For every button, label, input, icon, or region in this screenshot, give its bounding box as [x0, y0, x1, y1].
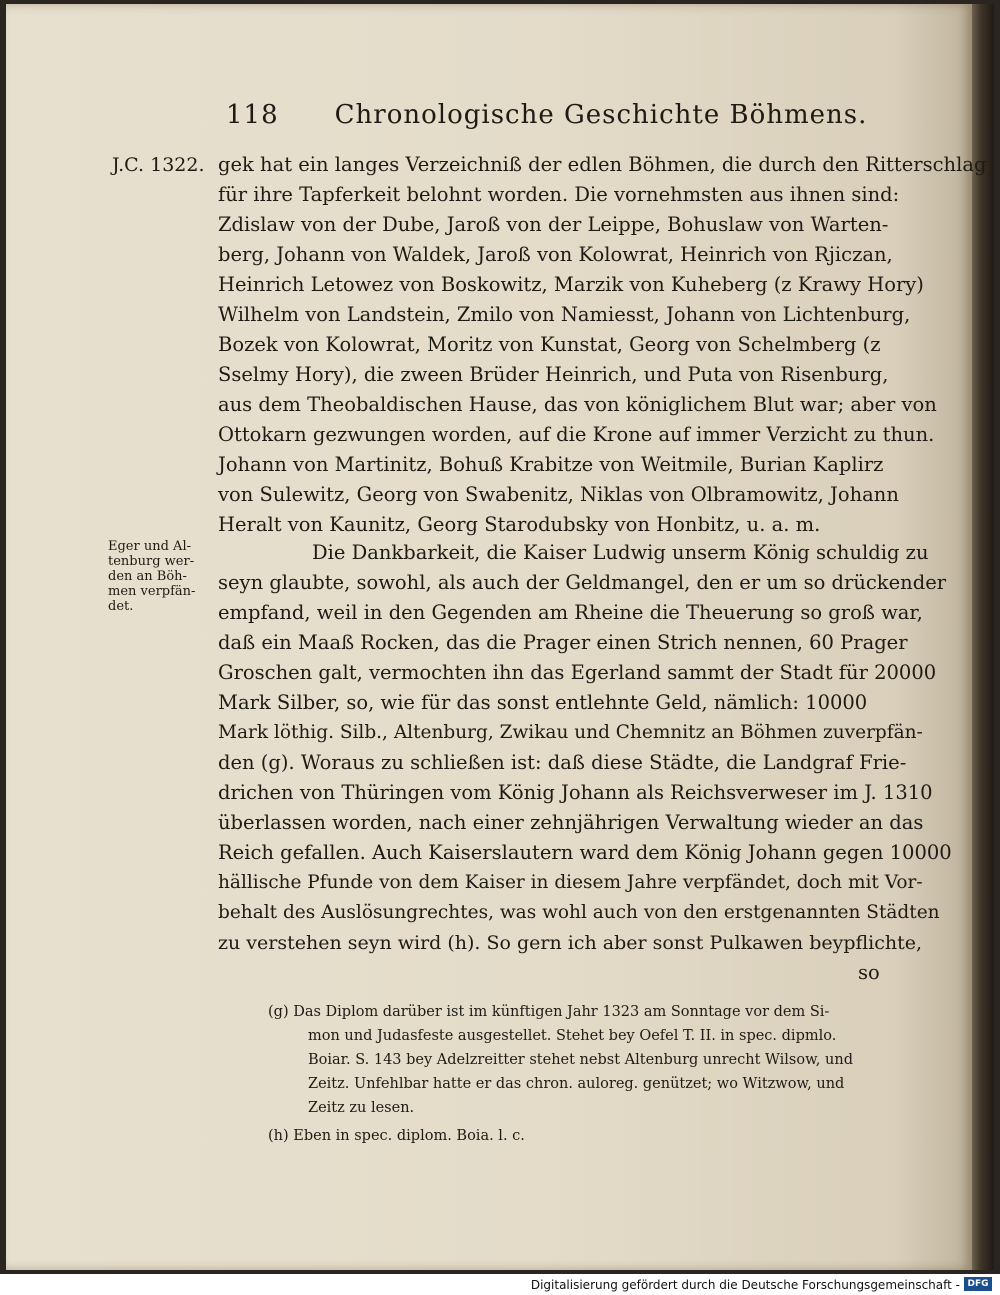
funding-credit: Digitalisierung gefördert durch die Deutsche Forschungsgemeinschaft - [530, 1278, 960, 1292]
marginal-note-line: men verpfän- [108, 584, 196, 599]
text-line: Ottokarn gezwungen worden, auf die Krone auf immer Verzicht zu thun. [218, 423, 935, 446]
marginal-note-line: den an Böh- [108, 569, 187, 584]
footnote-line: Zeitz zu lesen. [308, 1100, 415, 1116]
text-line: drichen von Thüringen vom König Johann als Reichsverweser im J. 1310 [218, 781, 933, 804]
marginal-note-line: det. [108, 599, 134, 614]
text-line: berg, Johann von Waldek, Jaroß von Kolowrat, Heinrich von Rjiczan, [218, 243, 893, 266]
text-line: Johann von Martinitz, Bohuß Krabitze von Weitmile, Burian Kaplirz [218, 453, 884, 476]
text-line: seyn glaubte, sowohl, als auch der Geldmangel, den er um so drückender [218, 571, 947, 594]
footnote-line: (g) Das Diplom darüber ist im künftigen Jahr 1323 am Sonntage vor dem Si- [268, 1004, 830, 1020]
footnote-line: (h) Eben in spec. diplom. Boia. l. c. [268, 1128, 525, 1144]
dfg-logo-icon: DFG [964, 1277, 992, 1291]
text-line: für ihre Tapferkeit belohnt worden. Die vornehmsten aus ihnen sind: [218, 183, 900, 206]
text-line: zu verstehen seyn wird (h). So gern ich aber sonst Pulkawen beypflichte, [218, 932, 923, 954]
page-header [226, 100, 867, 130]
marginal-note-line: tenburg wer- [108, 554, 195, 569]
text-line: von Sulewitz, Georg von Swabenitz, Niklas von Olbramowitz, Johann [218, 483, 899, 506]
text-line: Sselmy Hory), die zween Brüder Heinrich, und Puta von Risenburg, [218, 363, 889, 386]
footnote-line: Boiar. S. 143 bey Adelzreitter stehet nebst Altenburg unrecht Wilsow, und [308, 1052, 853, 1068]
text-line: Zdislaw von der Dube, Jaroß von der Leippe, Bohuslaw von Warten- [218, 213, 889, 236]
text-line: empfand, weil in den Gegenden am Rheine die Theuerung so groß war, [218, 601, 923, 624]
running-title: Chronologische Geschichte Böhmens. [334, 100, 868, 130]
text-line: hällische Pfunde von dem Kaiser in diesem Jahre verpfändet, doch mit Vor- [218, 872, 923, 893]
year-marker: J.C. 1322. [112, 154, 205, 176]
book-spine [972, 4, 994, 1270]
text-line: Reich gefallen. Auch Kaiserslautern ward dem König Johann gegen 10000 [218, 841, 952, 864]
catchword: so [858, 961, 880, 984]
marginal-note-line: Eger und Al- [108, 539, 191, 554]
text-line: überlassen worden, nach einer zehnjährigen Verwaltung wieder an das [218, 811, 924, 834]
text-line: behalt des Auslösungrechtes, was wohl auch von den erstgenannten Städten [218, 902, 940, 923]
text-line: Mark löthig. Silb., Altenburg, Zwikau und Chemnitz an Böhmen zuverpfän- [218, 722, 923, 743]
text-line: Bozek von Kolowrat, Moritz von Kunstat, Georg von Schelmberg (z [218, 333, 881, 356]
text-line: Groschen galt, vermochten ihn das Egerland sammt der Stadt für 20000 [218, 661, 937, 684]
text-line: Mark Silber, so, wie für das sonst entlehnte Geld, nämlich: 10000 [218, 691, 868, 714]
text-line: daß ein Maaß Rocken, das die Prager einen Strich nennen, 60 Prager [218, 631, 908, 654]
text-line: gek hat ein langes Verzeichniß der edlen Böhmen, die durch den Ritterschlag [218, 153, 987, 176]
footnote-line: mon und Judasfeste ausgestellet. Stehet bey Oefel T. II. in spec. dipmlo. [308, 1028, 837, 1044]
text-line: Heinrich Letowez von Boskowitz, Marzik von Kuheberg (z Krawy Hory) [218, 273, 924, 296]
text-line: Die Dankbarkeit, die Kaiser Ludwig unserm König schuldig zu [312, 541, 929, 564]
page-number: 118 [226, 100, 279, 130]
text-line: aus dem Theobaldischen Hause, das von königlichem Blut war; aber von [218, 393, 937, 416]
text-line: Heralt von Kaunitz, Georg Starodubsky von Honbitz, u. a. m. [218, 513, 821, 536]
footnote-line: Zeitz. Unfehlbar hatte er das chron. auloreg. genützet; wo Witzwow, und [308, 1076, 845, 1092]
text-line: den (g). Woraus zu schließen ist: daß diese Städte, die Landgraf Frie- [218, 751, 907, 774]
text-line: Wilhelm von Landstein, Zmilo von Namiesst, Johann von Lichtenburg, [218, 303, 911, 326]
